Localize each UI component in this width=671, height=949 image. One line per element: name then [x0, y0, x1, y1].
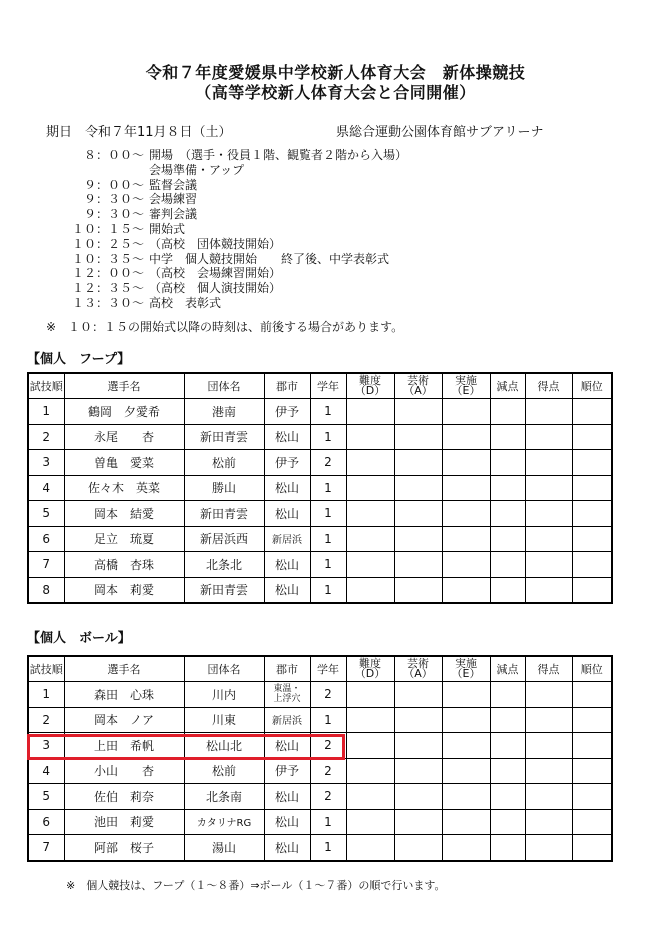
order-cell: 5 — [28, 784, 64, 810]
col-city: 郡市 — [264, 373, 310, 399]
athlete-name-cell: 池田 莉愛 — [64, 809, 184, 835]
city-cell: 松山 — [264, 577, 310, 603]
col-city: 郡市 — [264, 656, 310, 682]
athlete-name-cell: 阿部 桜子 — [64, 835, 184, 861]
score-e-cell — [442, 552, 490, 578]
team-cell: 松前 — [184, 450, 264, 476]
score-d-cell — [346, 577, 394, 603]
col-team: 団体名 — [184, 373, 264, 399]
rank-cell — [572, 475, 612, 501]
schedule-event: （高校 会場練習開始） — [149, 266, 282, 281]
schedule-event: 監督会議 — [149, 177, 198, 192]
rank-cell — [572, 526, 612, 552]
grade-cell: 1 — [310, 809, 346, 835]
col-grade: 学年 — [310, 373, 346, 399]
score-a-cell — [394, 809, 442, 835]
hoop-score-table — [27, 372, 613, 604]
city-cell: 伊予 — [264, 399, 310, 425]
score-a-cell — [394, 707, 442, 733]
city-cell: 新居浜 — [264, 707, 310, 733]
score-a-cell — [394, 450, 442, 476]
order-cell: 3 — [28, 450, 64, 476]
schedule-event: （高校 個人演技開始） — [149, 281, 282, 296]
schedule-time: ９：００～ — [83, 177, 144, 192]
total-score-cell — [525, 809, 572, 835]
table-header-row — [28, 373, 612, 399]
city-cell: 松山 — [264, 501, 310, 527]
score-a-cell — [394, 424, 442, 450]
schedule-event: 開始式 — [149, 221, 186, 236]
athlete-name-cell: 曽亀 愛菜 — [64, 450, 184, 476]
table-row — [28, 501, 612, 527]
athlete-name-cell: 岡本 結愛 — [64, 501, 184, 527]
score-a-cell — [394, 733, 442, 759]
total-score-cell — [525, 526, 572, 552]
athlete-name-cell: 小山 杏 — [64, 758, 184, 784]
rank-cell — [572, 501, 612, 527]
score-a-cell — [394, 501, 442, 527]
score-a-cell — [394, 682, 442, 708]
score-a-cell — [394, 526, 442, 552]
schedule-event: 会場練習 — [149, 192, 198, 207]
total-score-cell — [525, 835, 572, 861]
col-artistry: 芸術 （A） — [394, 656, 442, 682]
total-score-cell — [525, 424, 572, 450]
col-deduction: 減点 — [490, 656, 525, 682]
rank-cell — [572, 552, 612, 578]
table-row — [28, 835, 612, 861]
col-artistry: 芸術 （A） — [394, 373, 442, 399]
table-row — [28, 399, 612, 425]
grade-cell: 2 — [310, 682, 346, 708]
deduction-cell — [490, 501, 525, 527]
score-e-cell — [442, 784, 490, 810]
col-name: 選手名 — [64, 656, 184, 682]
team-cell: 北条北 — [184, 552, 264, 578]
score-d-cell — [346, 809, 394, 835]
table-header-row — [28, 656, 612, 682]
total-score-cell — [525, 475, 572, 501]
order-cell: 7 — [28, 835, 64, 861]
deduction-cell — [490, 475, 525, 501]
athlete-name-cell: 足立 琉夏 — [64, 526, 184, 552]
city-cell: 松山 — [264, 475, 310, 501]
score-a-cell — [394, 835, 442, 861]
order-cell: 2 — [28, 424, 64, 450]
city-cell: 松山 — [264, 784, 310, 810]
grade-cell: 1 — [310, 552, 346, 578]
total-score-cell — [525, 733, 572, 759]
team-cell: 川東 — [184, 707, 264, 733]
table-row — [28, 784, 612, 810]
schedule-event: （高校 団体競技開始） — [149, 236, 282, 251]
deduction-cell — [490, 577, 525, 603]
score-e-cell — [442, 682, 490, 708]
ball-score-table — [27, 655, 613, 862]
col-score: 得点 — [525, 373, 572, 399]
deduction-cell — [490, 526, 525, 552]
deduction-cell — [490, 399, 525, 425]
section-title-ball: 【個人 ボール】 — [27, 631, 131, 646]
grade-cell: 1 — [310, 475, 346, 501]
team-cell: 湯山 — [184, 835, 264, 861]
order-cell: 1 — [28, 399, 64, 425]
athlete-name-cell: 高橋 杏珠 — [64, 552, 184, 578]
table-row — [28, 526, 612, 552]
deduction-cell — [490, 424, 525, 450]
score-d-cell — [346, 835, 394, 861]
document-title: 令和７年度愛媛県中学校新人体育大会 新体操競技 — [145, 63, 526, 82]
order-cell: 4 — [28, 758, 64, 784]
schedule-time: １３：３０～ — [71, 295, 144, 310]
col-execution: 実施 （E） — [442, 656, 490, 682]
team-cell: カタリナRG — [184, 809, 264, 835]
section-title-hoop: 【個人 フープ】 — [27, 352, 131, 367]
athlete-name-cell: 岡本 ノア — [64, 707, 184, 733]
table-row — [28, 450, 612, 476]
total-score-cell — [525, 577, 572, 603]
col-score: 得点 — [525, 656, 572, 682]
score-e-cell — [442, 835, 490, 861]
score-d-cell — [346, 758, 394, 784]
team-cell: 新田青雲 — [184, 501, 264, 527]
athlete-name-cell: 森田 心珠 — [64, 682, 184, 708]
col-rank: 順位 — [572, 656, 612, 682]
document-subtitle: （高等学校新人体育大会と合同開催） — [195, 83, 476, 102]
schedule-time: ８：００～ — [83, 148, 144, 162]
col-team: 団体名 — [184, 656, 264, 682]
score-d-cell — [346, 450, 394, 476]
score-d-cell — [346, 707, 394, 733]
team-cell: 川内 — [184, 682, 264, 708]
rank-cell — [572, 707, 612, 733]
order-cell: 2 — [28, 707, 64, 733]
score-a-cell — [394, 552, 442, 578]
grade-cell: 2 — [310, 758, 346, 784]
order-cell: 6 — [28, 526, 64, 552]
score-e-cell — [442, 733, 490, 759]
grade-cell: 1 — [310, 424, 346, 450]
score-e-cell — [442, 450, 490, 476]
deduction-cell — [490, 809, 525, 835]
order-cell: 7 — [28, 552, 64, 578]
schedule-event: 審判会議 — [149, 207, 198, 222]
col-grade: 学年 — [310, 656, 346, 682]
score-d-cell — [346, 784, 394, 810]
col-order: 試技順 — [28, 656, 64, 682]
grade-cell: 1 — [310, 501, 346, 527]
score-d-cell — [346, 733, 394, 759]
grade-cell: 2 — [310, 784, 346, 810]
table-row — [28, 682, 612, 708]
score-a-cell — [394, 784, 442, 810]
city-cell: 松山 — [264, 809, 310, 835]
schedule-time: １０：１５～ — [71, 221, 144, 236]
rank-cell — [572, 784, 612, 810]
schedule-note: ※ １０：１５の開始式以降の時刻は、前後する場合があります。 — [46, 320, 404, 334]
rank-cell — [572, 682, 612, 708]
team-cell: 松山北 — [184, 733, 264, 759]
score-d-cell — [346, 526, 394, 552]
athlete-name-cell: 佐々木 英菜 — [64, 475, 184, 501]
athlete-name-cell: 岡本 莉愛 — [64, 577, 184, 603]
total-score-cell — [525, 501, 572, 527]
city-cell: 新居浜 — [264, 526, 310, 552]
total-score-cell — [525, 758, 572, 784]
score-a-cell — [394, 475, 442, 501]
score-a-cell — [394, 758, 442, 784]
team-cell: 勝山 — [184, 475, 264, 501]
rank-cell — [572, 424, 612, 450]
rank-cell — [572, 577, 612, 603]
schedule-event: 高校 表彰式 — [149, 295, 222, 310]
score-a-cell — [394, 577, 442, 603]
score-e-cell — [442, 399, 490, 425]
score-d-cell — [346, 475, 394, 501]
schedule-time: ９：３０～ — [83, 207, 144, 222]
score-e-cell — [442, 501, 490, 527]
grade-cell: 2 — [310, 450, 346, 476]
col-execution: 実施 （E） — [442, 373, 490, 399]
order-cell: 4 — [28, 475, 64, 501]
athlete-name-cell: 永尾 杏 — [64, 424, 184, 450]
score-e-cell — [442, 577, 490, 603]
deduction-cell — [490, 552, 525, 578]
team-cell: 新田青雲 — [184, 577, 264, 603]
order-cell: 1 — [28, 682, 64, 708]
grade-cell: 1 — [310, 577, 346, 603]
schedule-event: 中学 個人競技開始 終了後、中学表彰式 — [149, 251, 390, 266]
grade-cell: 1 — [310, 707, 346, 733]
grade-cell: 1 — [310, 835, 346, 861]
col-difficulty: 難度 （D） — [346, 373, 394, 399]
athlete-name-cell: 佐伯 莉奈 — [64, 784, 184, 810]
order-cell: 6 — [28, 809, 64, 835]
schedule-time: １２：３５～ — [71, 281, 144, 296]
score-d-cell — [346, 399, 394, 425]
deduction-cell — [490, 733, 525, 759]
team-cell: 北条南 — [184, 784, 264, 810]
grade-cell: 1 — [310, 399, 346, 425]
score-d-cell — [346, 424, 394, 450]
score-e-cell — [442, 424, 490, 450]
table-row — [28, 577, 612, 603]
table-row — [28, 733, 612, 759]
city-cell: 東温・ 上浮穴 — [264, 682, 310, 708]
schedule-time: １０：３５～ — [71, 251, 144, 266]
rank-cell — [572, 835, 612, 861]
athlete-name-cell: 上田 希帆 — [64, 733, 184, 759]
city-cell: 松山 — [264, 424, 310, 450]
score-e-cell — [442, 526, 490, 552]
city-cell: 伊予 — [264, 450, 310, 476]
grade-cell: 1 — [310, 526, 346, 552]
team-cell: 港南 — [184, 399, 264, 425]
score-d-cell — [346, 552, 394, 578]
schedule-time: ９：３０～ — [83, 192, 144, 207]
score-e-cell — [442, 809, 490, 835]
schedule-event: 会場準備・アップ — [149, 162, 245, 177]
event-date: 期日 令和７年11月８日（土） — [46, 125, 232, 140]
rank-cell — [572, 399, 612, 425]
team-cell: 新居浜西 — [184, 526, 264, 552]
total-score-cell — [525, 552, 572, 578]
team-cell: 新田青雲 — [184, 424, 264, 450]
col-rank: 順位 — [572, 373, 612, 399]
table-row — [28, 707, 612, 733]
score-d-cell — [346, 501, 394, 527]
deduction-cell — [490, 707, 525, 733]
col-difficulty: 難度 （D） — [346, 656, 394, 682]
schedule-event: 開場 （選手・役員１階、観覧者２階から入場） — [149, 148, 408, 162]
score-d-cell — [346, 682, 394, 708]
score-e-cell — [442, 707, 490, 733]
city-cell: 松山 — [264, 835, 310, 861]
total-score-cell — [525, 399, 572, 425]
col-order: 試技順 — [28, 373, 64, 399]
deduction-cell — [490, 835, 525, 861]
order-cell: 3 — [28, 733, 64, 759]
table-row — [28, 475, 612, 501]
event-venue: 県総合運動公園体育館サブアリーナ — [336, 125, 544, 140]
schedule-time: １２：００～ — [71, 266, 144, 281]
total-score-cell — [525, 784, 572, 810]
table-row — [28, 424, 612, 450]
score-a-cell — [394, 399, 442, 425]
rank-cell — [572, 733, 612, 759]
deduction-cell — [490, 450, 525, 476]
total-score-cell — [525, 682, 572, 708]
city-cell: 伊予 — [264, 758, 310, 784]
score-e-cell — [442, 758, 490, 784]
table-row — [28, 758, 612, 784]
footer-note: ※ 個人競技は、フープ（１～８番）⇒ボール（１～７番）の順で行います。 — [66, 879, 446, 892]
grade-cell: 2 — [310, 733, 346, 759]
rank-cell — [572, 450, 612, 476]
athlete-name-cell: 鶴岡 夕愛希 — [64, 399, 184, 425]
table-row — [28, 552, 612, 578]
table-row — [28, 809, 612, 835]
deduction-cell — [490, 784, 525, 810]
total-score-cell — [525, 450, 572, 476]
rank-cell — [572, 758, 612, 784]
col-deduction: 減点 — [490, 373, 525, 399]
deduction-cell — [490, 682, 525, 708]
event-info — [46, 121, 646, 140]
schedule-time: １０：２５～ — [71, 236, 144, 251]
city-cell: 松山 — [264, 552, 310, 578]
order-cell: 5 — [28, 501, 64, 527]
col-name: 選手名 — [64, 373, 184, 399]
score-e-cell — [442, 475, 490, 501]
deduction-cell — [490, 758, 525, 784]
rank-cell — [572, 809, 612, 835]
city-cell: 松山 — [264, 733, 310, 759]
total-score-cell — [525, 707, 572, 733]
team-cell: 松前 — [184, 758, 264, 784]
order-cell: 8 — [28, 577, 64, 603]
